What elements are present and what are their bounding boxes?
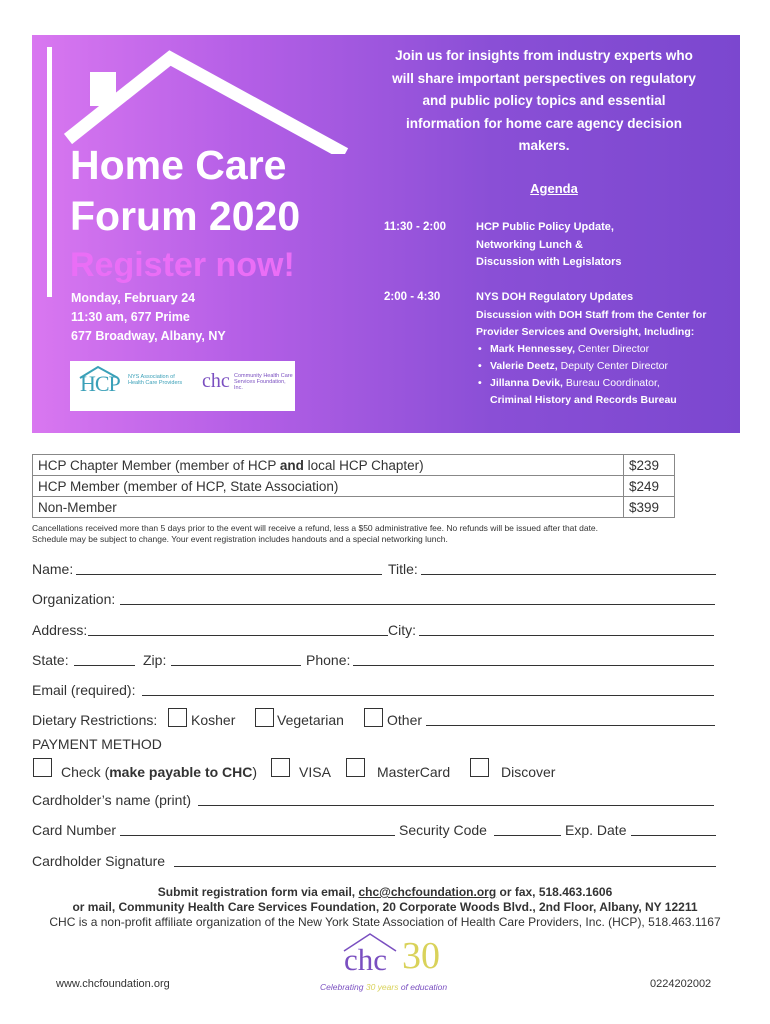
agenda-time-2: 2:00 - 4:30 (384, 291, 441, 303)
address-label: Address: (32, 622, 88, 638)
speaker-name: Mark Hennessey, (490, 342, 576, 355)
other-label: Other (387, 712, 423, 728)
exp-date-field[interactable] (631, 835, 716, 836)
security-code-label: Security Code (399, 822, 487, 838)
event-address: 677 Broadway, Albany, NY (71, 329, 226, 343)
visa-label: VISA (299, 764, 331, 780)
city-label: City: (388, 622, 416, 638)
vegetarian-label: Vegetarian (277, 712, 344, 728)
agenda-time-1: 11:30 - 2:00 (384, 221, 447, 233)
zip-label: Zip: (143, 652, 167, 668)
title-field[interactable] (421, 574, 716, 575)
speaker-role: Bureau Coordinator, (562, 376, 660, 389)
chc-logo: chc (202, 370, 230, 392)
city-field[interactable] (419, 635, 714, 636)
chc-logo-text: Community Health Care Services Foundation, Inc. (234, 373, 293, 391)
title-line-2: Forum 2020 (70, 193, 301, 239)
agenda-heading: Agenda (530, 181, 578, 196)
speaker-name: Valerie Deetz, (490, 359, 558, 372)
speaker-list (476, 341, 706, 409)
event-time-venue: 11:30 am, 677 Prime (71, 310, 190, 324)
sponsor-logos (70, 361, 295, 411)
house-roof-icon (60, 44, 360, 154)
zip-field[interactable] (171, 665, 301, 666)
state-field[interactable] (74, 665, 135, 666)
website-link[interactable]: www.chcfoundation.org (56, 978, 170, 990)
security-code-field[interactable] (494, 835, 561, 836)
email-link[interactable]: chc@chcfoundation.org (358, 885, 497, 899)
phone-label: Phone: (306, 652, 351, 668)
organization-label: Organization: (32, 591, 116, 607)
event-date: Monday, February 24 (71, 291, 196, 305)
agenda-line: Networking Lunch & (476, 238, 583, 251)
price-amount: $249 (624, 476, 675, 497)
title-label: Title: (388, 561, 418, 577)
intro-text: Join us for insights from industry experts who will share important perspectives on regulatory and public policy topics and essential information for home care agency decision makers. (392, 48, 696, 153)
signature-label: Cardholder Signature (32, 853, 166, 869)
table-row (33, 455, 675, 476)
table-row (33, 476, 675, 497)
hcp-logo-text: NYS Association of Health Care Providers (128, 374, 183, 386)
payment-method-heading: PAYMENT METHOD (32, 736, 162, 752)
card-number-field[interactable] (120, 835, 395, 836)
price-amount: $239 (624, 455, 675, 476)
organization-field[interactable] (120, 604, 715, 605)
exp-date-label: Exp. Date (565, 822, 627, 838)
vegetarian-checkbox[interactable] (255, 708, 274, 727)
speaker-item: • Valerie Deetz, Deputy Center Director (478, 359, 669, 372)
chc-30-logo (320, 930, 460, 1000)
email-label: Email (required): (32, 682, 136, 698)
event-title (70, 140, 300, 242)
price-option: Non-Member (33, 497, 624, 518)
cancellation-policy: Cancellations received more than 5 days prior to the event will receive a refund, less a $50 administrative fee. No refunds will be issued after that date. (32, 523, 599, 533)
agenda-item-2 (476, 289, 706, 409)
email-field[interactable] (142, 695, 714, 696)
speaker-item: • Jillanna Devik, Bureau Coordinator, (478, 376, 660, 389)
agenda-item-1 (476, 219, 621, 272)
speaker-item-continuation: Criminal History and Records Bureau (490, 393, 677, 406)
mastercard-label: MasterCard (377, 764, 451, 780)
mastercard-checkbox[interactable] (346, 758, 365, 777)
logo-tagline: Celebrating 30 years of education (320, 982, 448, 992)
discover-label: Discover (501, 764, 556, 780)
address-field[interactable] (88, 635, 388, 636)
form-code: 0224202002 (650, 978, 712, 990)
register-now-heading: Register now! (70, 246, 295, 284)
phone-field[interactable] (353, 665, 714, 666)
affiliate-note: CHC is a non-profit affiliate organization of the New York State Association of Health Care Providers, Inc. (HCP), 518.463.1167 (49, 915, 721, 929)
submit-instructions: Submit registration form via email, chc@chcfoundation.org or fax, 518.463.1606 (157, 885, 613, 899)
price-option: HCP Chapter Member (member of HCP and local HCP Chapter) (33, 455, 624, 476)
signature-field[interactable] (174, 866, 716, 867)
chc-wordmark: chc (344, 942, 388, 977)
card-number-label: Card Number (32, 822, 117, 838)
thirty-mark: 30 (402, 935, 440, 977)
check-label: Check (make payable to CHC) (61, 764, 258, 780)
state-label: State: (32, 652, 69, 668)
kosher-checkbox[interactable] (168, 708, 187, 727)
banner-accent-bar (47, 47, 52, 297)
visa-checkbox[interactable] (271, 758, 290, 777)
title-line-1: Home Care (70, 142, 287, 188)
cardholder-name-label: Cardholder’s name (print) (32, 792, 191, 808)
other-checkbox[interactable] (364, 708, 383, 727)
event-details (71, 289, 226, 346)
name-field[interactable] (76, 574, 382, 575)
agenda-title: NYS DOH Regulatory Updates (476, 291, 634, 303)
table-row (33, 497, 675, 518)
fine-print (32, 523, 598, 545)
hcp-logo: HCP (80, 371, 120, 396)
speaker-name: Jillanna Devik, (490, 376, 563, 389)
dietary-label: Dietary Restrictions: (32, 712, 158, 728)
name-label: Name: (32, 561, 74, 577)
mail-instructions: or mail, Community Health Care Services Foundation, 20 Corporate Woods Blvd., 2nd Floor, Albany, NY 12211 (72, 900, 698, 914)
other-field[interactable] (426, 725, 715, 726)
pricing-table (32, 454, 675, 518)
speaker-role: Center Director (575, 342, 650, 355)
discover-checkbox[interactable] (470, 758, 489, 777)
agenda-sub: Provider Services and Oversight, Including: (476, 325, 695, 338)
price-option: HCP Member (member of HCP, State Association) (33, 476, 624, 497)
agenda-line: Discussion with Legislators (476, 256, 622, 268)
speaker-role: Deputy Center Director (557, 359, 669, 372)
agenda-sub: Discussion with DOH Staff from the Center for (476, 308, 707, 321)
speaker-item: • Mark Hennessey, Center Director (478, 342, 650, 355)
kosher-label: Kosher (191, 712, 236, 728)
price-amount: $399 (624, 497, 675, 518)
schedule-note: Schedule may be subject to change. Your event registration includes handouts and a special networking lunch. (32, 534, 448, 544)
cardholder-name-field[interactable] (198, 805, 714, 806)
check-checkbox[interactable] (33, 758, 52, 777)
agenda-line: HCP Public Policy Update, (476, 221, 614, 233)
